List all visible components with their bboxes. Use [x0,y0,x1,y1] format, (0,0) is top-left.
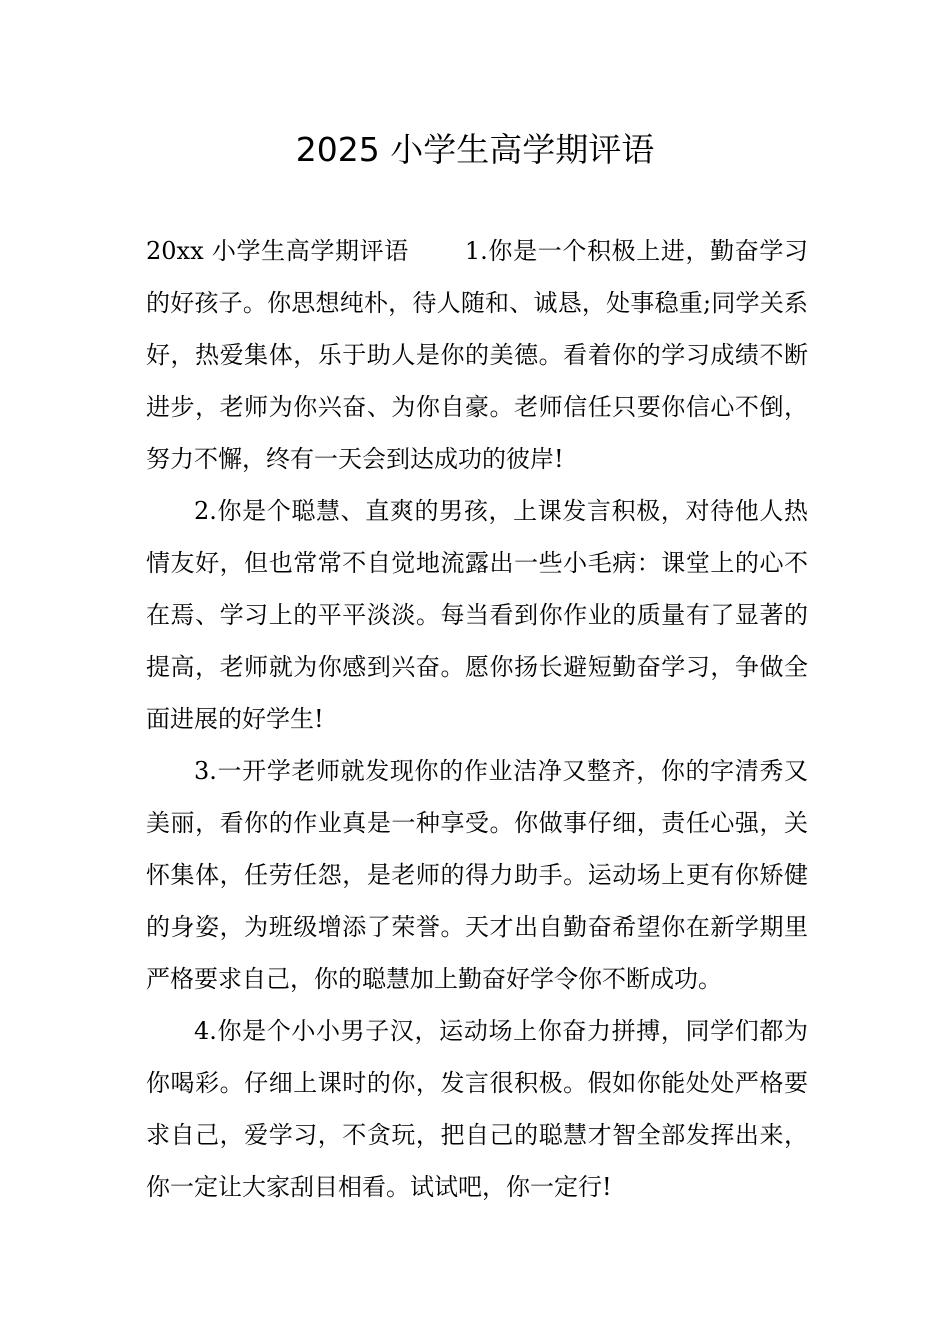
paragraph-2: 2.你是个聪慧、直爽的男孩，上课发言积极，对待他人热情友好，但也常常不自觉地流露出一些小毛病：课堂上的心不在焉、学习上的平平淡淡。每当看到你作业的质量有了显著的提高，老师就为你感到兴奋。愿你扬长避短勤奋学习，争做全面进展的好学生! [146,497,808,733]
intro-heading: 20xx 小学生高学期评语 [146,237,409,265]
paragraph-1-text: 1.你是一个积极上进，勤奋学习的好孩子。你思想纯朴，待人随和、诚恳，处事稳重;同学关系好，热爱集体，乐于助人是你的美德。看着你的学习成绩不断进步，老师为你兴奋、为你自豪。老师信任只要你信心不倒，努力不懈，终有一天会到达成功的彼岸! [146,237,808,473]
paragraph-3: 3.一开学老师就发现你的作业洁净又整齐，你的字清秀又美丽，看你的作业真是一种享受。你做事仔细，责任心强，关怀集体，任劳任怨，是老师的得力助手。运动场上更有你矫健的身姿，为班级增添了荣誉。天才出自勤奋希望你在新学期里严格要求自己，你的聪慧加上勤奋好学令你不断成功。 [146,757,808,993]
paragraph-1 [146,225,808,485]
document-title: 2025 小学生高学期评语 [295,130,655,169]
paragraph-4: 4.你是个小小男子汉，运动场上你奋力拼搏，同学们都为你喝彩。仔细上课时的你，发言很积极。假如你能处处严格要求自己，爱学习，不贪玩，把自己的聪慧才智全部发挥出来，你一定让大家刮目相看。试试吧，你一定行! [146,1017,808,1201]
document-body [146,225,808,1213]
